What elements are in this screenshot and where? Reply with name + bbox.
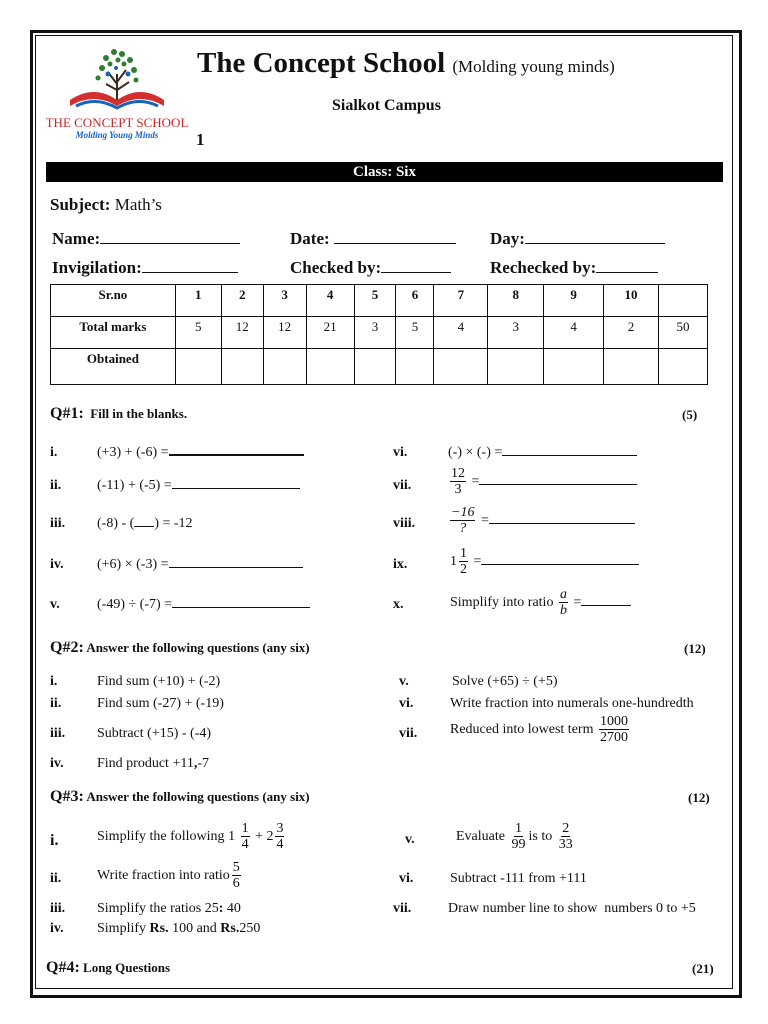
q1-item-iv-text: (+6) × (-3) = <box>97 557 303 573</box>
table-cell: 1 <box>175 285 221 317</box>
q2-item-iv-text: Find product +11,-7 <box>97 756 209 771</box>
table-cell: 5 <box>396 317 434 349</box>
row-label: Obtained <box>51 349 176 385</box>
school-title <box>197 47 615 80</box>
q1-item-ix: ix. <box>393 557 408 572</box>
date-field[interactable]: Date: <box>290 229 456 249</box>
q3-item-iv-text: Simplify Rs. 100 and Rs.250 <box>97 921 261 936</box>
table-cell[interactable] <box>221 349 263 385</box>
table-cell: 12 <box>263 317 306 349</box>
q2-item-v-text: Solve (+65) ÷ (+5) <box>452 674 558 689</box>
fraction: $\frac{1}{2}$ <box>460 546 467 578</box>
q3-marks: (12) <box>688 790 710 805</box>
q2-item-ii: ii. <box>50 696 62 711</box>
table-cell[interactable] <box>263 349 306 385</box>
q3-item-iii: iii. <box>50 901 66 916</box>
q2-marks: (12) <box>684 641 706 656</box>
q2-item-iii: iii. <box>50 726 66 741</box>
campus-name: Sialkot Campus <box>332 97 441 114</box>
table-cell: 6 <box>396 285 434 317</box>
school-name: The Concept School <box>197 47 446 79</box>
table-cell: 4 <box>434 317 488 349</box>
table-cell: 3 <box>488 317 544 349</box>
page-number: 1 <box>196 130 205 149</box>
table-cell[interactable] <box>175 349 221 385</box>
q1-item-v-text: (-49) ÷ (-7) = <box>97 597 310 613</box>
q3-item-i: i. <box>50 832 59 849</box>
table-cell: 2 <box>221 285 263 317</box>
q2-item-vii-text: Reduced into lowest term $\frac{1000}{2700}$ <box>450 714 628 746</box>
table-cell[interactable] <box>396 349 434 385</box>
q2-item-vii: vii. <box>399 726 418 741</box>
table-cell: 5 <box>354 285 396 317</box>
table-cell[interactable] <box>354 349 396 385</box>
q3-item-vi: vi. <box>399 871 414 886</box>
q1-item-i-text: (+3) + (-6) = <box>97 445 304 461</box>
q2-item-iv: iv. <box>50 756 64 771</box>
logo-text: THE CONCEPT SCHOOL <box>46 115 188 130</box>
q1-item-x: x. <box>393 597 404 612</box>
invigilation-field[interactable]: Invigilation: <box>52 258 238 278</box>
q3-heading: Q#3: Answer the following questions (any six) <box>50 788 310 805</box>
table-cell[interactable] <box>306 349 354 385</box>
rechecked-by-field[interactable]: Rechecked by: <box>490 258 658 278</box>
row-label: Total marks <box>51 317 176 349</box>
table-cell: 7 <box>434 285 488 317</box>
fraction: $\frac{1000}{2700}$ <box>599 714 628 746</box>
fraction: $\frac{1}{99}$ <box>511 821 526 853</box>
table-cell: 12 <box>221 317 263 349</box>
q2-item-v: v. <box>399 674 409 689</box>
table-cell: 4 <box>306 285 354 317</box>
fraction: $\frac{a}{b}$ <box>559 587 567 619</box>
table-cell: 5 <box>175 317 221 349</box>
q1-item-vii-text: $\frac{12}{3}$ = <box>448 466 637 498</box>
table-row-total <box>51 317 708 349</box>
table-cell[interactable] <box>434 349 488 385</box>
subject-value: Math’s <box>114 195 162 214</box>
table-row-obtained <box>51 349 708 385</box>
table-cell[interactable] <box>544 349 604 385</box>
q1-item-i: i. <box>50 445 58 460</box>
q1-marks: (5) <box>682 407 698 422</box>
fraction: $\frac{3}{4}$ <box>276 821 284 853</box>
q1-item-vi: vi. <box>393 445 408 460</box>
q1-item-iii: iii. <box>50 516 66 531</box>
logo-subtext: Molding Young Minds <box>75 130 159 140</box>
q2-item-vi-text: Write fraction into numerals one-hundredth <box>450 696 694 711</box>
q1-item-x-text: Simplify into ratio $\frac{a}{b}$ = <box>450 587 631 619</box>
q1-item-vi-text: (-) × (-) = <box>448 445 637 461</box>
subject-line <box>50 195 162 215</box>
q4-marks: (21) <box>692 961 714 976</box>
table-cell[interactable] <box>658 349 707 385</box>
table-cell[interactable] <box>604 349 659 385</box>
table-cell: 10 <box>604 285 659 317</box>
q3-item-ii-text: Write fraction into ratio $\frac{5}{6}$ <box>97 860 240 892</box>
table-cell: 21 <box>306 317 354 349</box>
school-tagline: (Molding young minds) <box>452 57 615 76</box>
q1-heading: Q#1: Fill in the blanks. <box>50 405 188 422</box>
fraction: $\frac{1}{4}$ <box>241 821 249 853</box>
q1-item-iii-text: (-8) - ( ) = -12 <box>97 516 193 531</box>
q2-heading: Q#2: Answer the following questions (any six) <box>50 639 310 656</box>
name-field[interactable]: Name: <box>52 229 240 249</box>
q3-item-iv: iv. <box>50 921 64 936</box>
checked-by-field[interactable]: Checked by: <box>290 258 451 278</box>
q1-item-iv: iv. <box>50 557 64 572</box>
q3-item-ii: ii. <box>50 871 62 886</box>
day-field[interactable]: Day: <box>490 229 665 249</box>
table-cell: 50 <box>658 317 707 349</box>
q1-item-ii-text: (-11) + (-5) = <box>97 478 300 494</box>
q1-item-ix-text: 1 $\frac{1}{2}$ = <box>450 546 639 578</box>
q1-item-viii: viii. <box>393 516 416 531</box>
q2-item-iii-text: Subtract (+15) - (-4) <box>97 726 212 741</box>
table-cell: 3 <box>354 317 396 349</box>
fraction: $\frac{-16}{?}$ <box>451 505 475 537</box>
table-cell: 4 <box>544 317 604 349</box>
class-bar: Class: Six <box>46 162 723 182</box>
q3-item-iii-text: Simplify the ratios 25: 40 <box>97 901 241 916</box>
q3-item-vi-text: Subtract -111 from +111 <box>450 871 587 886</box>
fraction: $\frac{5}{6}$ <box>232 860 240 892</box>
q2-item-ii-text: Find sum (-27) + (-19) <box>97 696 224 711</box>
school-logo <box>46 44 188 144</box>
fraction: $\frac{2}{33}$ <box>558 821 573 853</box>
q3-item-v: v. <box>405 832 415 847</box>
q1-item-ii: ii. <box>50 478 62 493</box>
q3-item-i-text: Simplify the following 1 $\frac{1}{4}$ + 2 $\frac{3}{4}$ <box>97 821 284 853</box>
q3-item-vii-text: Draw number line to show numbers 0 to +5 <box>448 901 696 916</box>
row-label: Sr.no <box>51 285 176 317</box>
q1-item-viii-text: $\frac{-16}{?}$ = <box>448 505 635 537</box>
table-cell: 2 <box>604 317 659 349</box>
q3-item-vii: vii. <box>393 901 412 916</box>
subject-label: Subject: <box>50 195 111 214</box>
q1-item-v: v. <box>50 597 60 612</box>
q1-item-vii: vii. <box>393 478 412 493</box>
fraction: $\frac{12}{3}$ <box>451 466 465 498</box>
q2-item-i-text: Find sum (+10) + (-2) <box>97 674 221 689</box>
table-cell: 9 <box>544 285 604 317</box>
table-row-srno <box>51 285 708 317</box>
q2-item-vi: vi. <box>399 696 414 711</box>
marks-table <box>50 284 708 385</box>
q3-item-v-text: Evaluate $\frac{1}{99}$ is to $\frac{2}{33}$ <box>456 821 573 853</box>
table-cell: 8 <box>488 285 544 317</box>
q4-heading: Q#4: Long Questions <box>46 959 171 976</box>
table-cell <box>658 285 707 317</box>
table-cell[interactable] <box>488 349 544 385</box>
q2-item-i: i. <box>50 674 58 689</box>
table-cell: 3 <box>263 285 306 317</box>
